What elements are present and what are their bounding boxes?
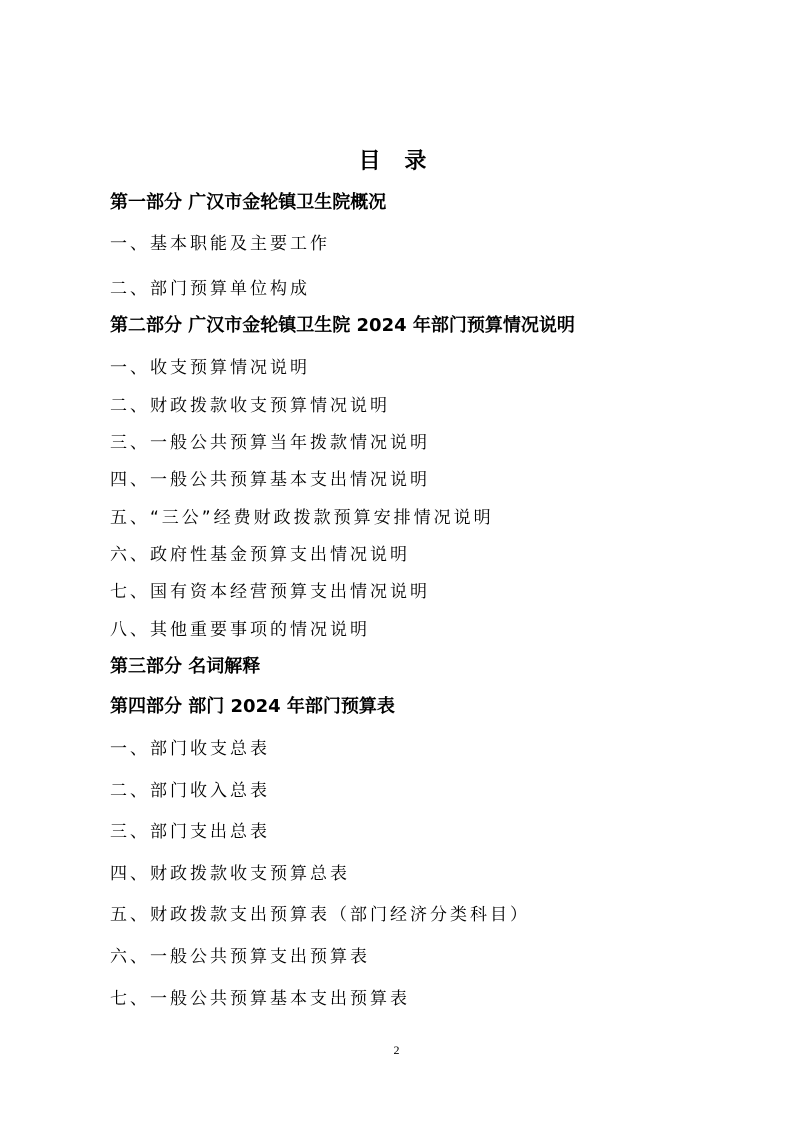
- part4-heading: 第四部分 部门 2024 年部门预算表: [110, 696, 395, 717]
- toc-item: 一、基本职能及主要工作: [110, 234, 330, 254]
- toc-item: 四、财政拨款收支预算总表: [110, 864, 350, 884]
- toc-item: 三、部门支出总表: [110, 822, 270, 842]
- toc-item: 二、部门收入总表: [110, 781, 270, 801]
- page-number: 2: [393, 1043, 400, 1057]
- part3-heading: 第三部分 名词解释: [110, 656, 261, 677]
- toc-item: 五、财政拨款支出预算表（部门经济分类科目）: [110, 905, 530, 925]
- toc-item: 二、财政拨款收支预算情况说明: [110, 396, 390, 416]
- toc-item: 六、政府性基金预算支出情况说明: [110, 545, 410, 565]
- part1-heading: 第一部分 广汉市金轮镇卫生院概况: [110, 192, 387, 213]
- toc-title: 目 录: [358, 149, 435, 174]
- toc-item: 三、一般公共预算当年拨款情况说明: [110, 433, 430, 453]
- part2-heading: 第二部分 广汉市金轮镇卫生院 2024 年部门预算情况说明: [110, 315, 575, 336]
- toc-item: 七、国有资本经营预算支出情况说明: [110, 582, 430, 602]
- toc-item: 二、部门预算单位构成: [110, 279, 310, 299]
- toc-item: 四、一般公共预算基本支出情况说明: [110, 470, 430, 490]
- toc-item: 七、一般公共预算基本支出预算表: [110, 989, 410, 1009]
- toc-item: 六、一般公共预算支出预算表: [110, 947, 370, 967]
- toc-item: 八、其他重要事项的情况说明: [110, 620, 370, 640]
- toc-item: 一、收支预算情况说明: [110, 358, 310, 378]
- toc-item: 一、部门收支总表: [110, 739, 270, 759]
- toc-item: 五、“三公”经费财政拨款预算安排情况说明: [110, 508, 494, 528]
